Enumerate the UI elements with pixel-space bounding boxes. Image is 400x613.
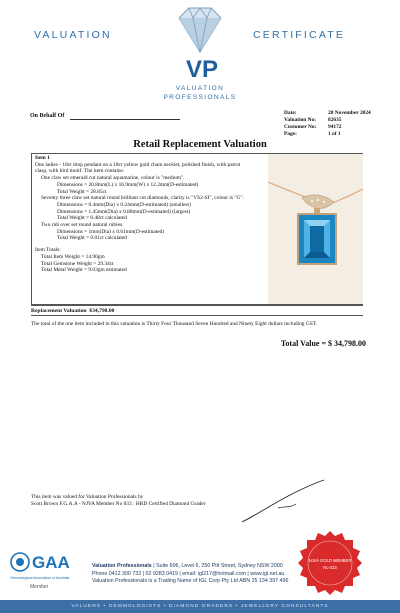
item-heading: Item 1	[35, 155, 50, 161]
header-left-word: VALUATION	[34, 29, 112, 41]
total-item-weight: Total Item Weight = 14.90gm	[41, 253, 105, 260]
item-totals-heading: Item Totals:	[35, 247, 61, 254]
stone3-line: Two rub over set round natural rubies.	[41, 222, 124, 229]
stone2-weight: Total Weight = 0.48ct calculated	[57, 215, 127, 222]
replacement-valuation: Replacement Valuation $34,798.00	[31, 308, 115, 314]
seal-text2: No 033	[323, 565, 337, 570]
pendant-photo	[268, 154, 363, 304]
meta-block	[284, 110, 371, 138]
stone1-dimensions: Dimensions = 20.8mm(L) x 16.9mm(W) x 12.2mm(D-estimated)	[57, 181, 199, 188]
total-gem-weight: Total Gemstone Weight = 29.34ct	[41, 260, 114, 267]
company-address	[92, 563, 288, 586]
stone2-dimensions-large: Dimensions = 1.45mm(Dia) x 0.88mm(D-estimated) (largest)	[57, 208, 191, 215]
total-metal-weight: Total Metal Weight = 9.03gm estimated	[41, 267, 127, 274]
stone3-weight: Total Weight = 0.01ct calculated	[57, 235, 127, 242]
separator-bottom	[31, 315, 363, 316]
address-line2: Phone 0412 300 732 | 02 9283 0419 | email: igl217@hotmail.com | www.igl.net.au	[92, 570, 285, 577]
item-desc-line1: One ladies - 18ct drop pendant on a 18ct yellow gold chain necklet, polished finish, with parrot	[35, 161, 241, 168]
gaa-name: GAA	[32, 553, 70, 572]
item-desc-line2: clasp, with bird motif. The item contains:	[35, 168, 125, 175]
signature	[238, 478, 328, 528]
gaa-member: Member	[30, 584, 49, 590]
vp-logo: VP	[185, 56, 218, 83]
on-behalf-line	[70, 119, 180, 120]
header-right-word: CERTIFICATE	[253, 29, 346, 41]
logo-line2: PROFESSIONALS	[163, 94, 237, 101]
total-value: Total Value = $ 34,798.00	[280, 339, 366, 348]
page-title: Retail Replacement Valuation	[133, 139, 267, 150]
stone1-line: One claw set emerald cut natural aquamarine, colour is "medium".	[41, 175, 185, 182]
address-line1: Valuation Professionals | Suite 606, Level 6, 250 Pitt Street, Sydney NSW 2000	[92, 563, 283, 569]
stone2-dimensions-small: Dimensions = 0.4mm(Dia) x 0.24mm(D-estimated) (smallest)	[57, 201, 191, 208]
gold-member-seal	[296, 529, 364, 597]
stone1-weight: Total Weight = 28.85ct	[57, 188, 107, 195]
valuer-note	[31, 494, 206, 508]
separator-top	[31, 305, 363, 306]
valuer-note-line1: This item was valued for Valuation Professionals by	[31, 494, 144, 500]
services-band: VALUERS • GEMMOLOGISTS • DIAMOND GRADERS • JEWELLERY CONSULTANTS	[0, 600, 400, 613]
meta-row-customer-no: Customer No: 94172	[284, 124, 342, 130]
seal-text1: NJVA GOLD MEMBER	[308, 558, 352, 563]
address-line3: Valuation Professionals is a Trading Name of IGL Corp Pty Ltd ABN 25 134 397 496	[92, 578, 289, 584]
on-behalf-label: On Behalf Of	[30, 113, 65, 119]
meta-row-page: Page: 1 of 1	[284, 131, 341, 137]
meta-row-date: Date: 28 November 2024	[284, 110, 371, 116]
valuer-note-line2: Scott Brown F.G.A.A - NJVA Member No 033 : HRD Certified Diamond Grader	[31, 501, 206, 507]
diamond-logo-icon	[171, 4, 229, 56]
total-sentence: The total of the one item included in this valuation is Thirty Four Thousand Seven Hundred and Ninety Eight dollars including GST.	[31, 321, 317, 327]
meta-row-valuation-no: Valuation No: 82635	[284, 117, 342, 123]
stone2-line: Seventy three claw set natural round brilliant cut diamonds, clarity is "VS2-SI", colour is "G".	[41, 195, 244, 202]
gaa-subtitle: Gemmological Association of Australia	[10, 576, 70, 580]
stone3-dimensions: Dimensions = 1mm(Dia) x 0.61mm(D-estimated)	[57, 228, 165, 235]
logo-line1: VALUATION	[175, 85, 225, 92]
